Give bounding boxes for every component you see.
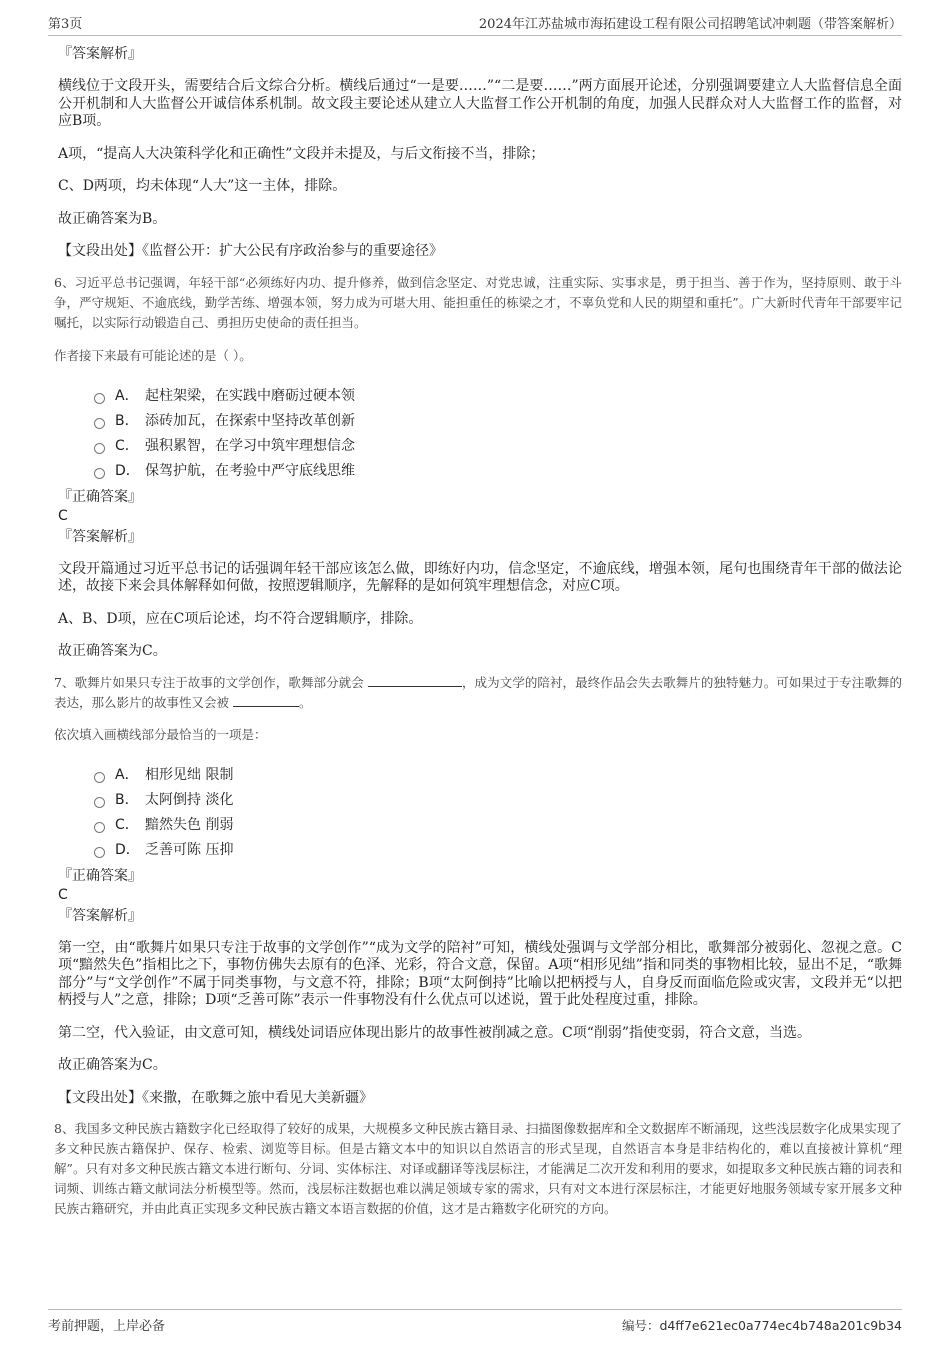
q6-analysis-p3: 故正确答案为C。	[58, 643, 167, 659]
radio-icon[interactable]	[94, 418, 105, 429]
q5-analysis-label: 『答案解析』	[58, 46, 142, 62]
q7-option-c[interactable]	[94, 812, 902, 837]
q7-blank-2	[233, 694, 299, 707]
q7-option-a[interactable]	[94, 762, 902, 787]
option-letter: C．	[115, 438, 139, 454]
option-text: 太阿倒持 淡化	[145, 792, 234, 808]
q6-answer: C	[58, 507, 68, 524]
q5-analysis-p2: A项，“提高人大决策科学化和正确性”文段并未提及，与后文衔接不当，排除；	[58, 145, 545, 162]
q6-analysis-label: 『答案解析』	[58, 528, 142, 545]
q7-stem-part3: 。	[299, 694, 312, 710]
option-letter: A．	[115, 388, 139, 404]
q7-blank-1	[368, 674, 462, 687]
option-text: 乏善可陈 压抑	[145, 842, 234, 858]
q7-source: 【文段出处】《来撒，在歌舞之旅中看见大美新疆》	[58, 1089, 373, 1106]
q6-ask: 作者接下来最有可能论述的是（ ）。	[54, 347, 252, 363]
q7-option-d[interactable]	[94, 837, 902, 862]
page-number: 第3页	[48, 17, 83, 32]
option-text: 黯然失色 削弱	[145, 817, 234, 833]
q6-analysis-p2: A、B、D项，应在C项后论述，均不符合逻辑顺序，排除。	[58, 610, 423, 627]
q6-options	[48, 383, 902, 483]
q6-stem: 6、习近平总书记强调，年轻干部“必须练好内功、提升修养，做到信念坚定、对党忠诚，注重实际、实事求是，勇于担当、善于作为，坚持原则、敢于斗争，严守规矩、不逾底线，勤学苦练、增强本领，努力成为可堪大用、能担重任的栋梁之才，不辜负党和人民的期望和重托”。广大新时代青年干部要牢记嘱托，以实际行动锻造自己、勇担历史使命的责任担当。	[54, 274, 902, 330]
q7-option-b[interactable]	[94, 787, 902, 812]
radio-icon[interactable]	[94, 443, 105, 454]
q5-analysis-p1: 横线位于文段开头，需要结合后文综合分析。横线后通过“一是要……”“二是要……”两方面展开论述，分别强调要建立人大监督信息全面公开机制和人大监督公开诚信体系机制。故文段主要论述从建立人大监督工作公开机制的角度，加强人民群众对人大监督工作的监督，对应B项。	[58, 78, 902, 129]
q7-analysis-p1: 第一空，由“歌舞片如果只专注于故事的文学创作”“成为文学的陪衬”可知，横线处强调与文学部分相比，歌舞部分被弱化、忽视之意。C项“黯然失色”指相比之下，事物仿佛失去原有的色泽、光彩，符合文意，保留。A项“相形见绌”指和同类的事物相比较，显出不足，“歌舞部分”与“文学创作”不属于同类事物，与文意不符，排除；B项“太阿倒持”比喻以把柄授与人，自身反而面临危险或灾害，文段并无“以把柄授与人”之意，排除；D项“乏善可陈”表示一件事物没有什么优点可以述说，置于此处程度过重，排除。	[58, 939, 902, 1008]
q5-analysis-p3: C、D两项，均未体现“人大”这一主体，排除。	[58, 178, 347, 194]
q6-analysis-p1: 文段开篇通过习近平总书记的话强调年轻干部应该怎么做，即练好内功，信念坚定，不逾底线，增强本领，尾句也围绕青年干部的做法论述，故接下来会具体解释如何做，按照逻辑顺序，先解释的是如何筑牢理想信念，对应C项。	[58, 560, 902, 594]
option-text: 保驾护航，在考验中严守底线思维	[145, 463, 355, 479]
q7-analysis-p3: 故正确答案为C。	[58, 1057, 167, 1073]
radio-icon[interactable]	[94, 797, 105, 808]
q7-correct-label: 『正确答案』	[58, 867, 142, 884]
q7-ask: 依次填入画横线部分最恰当的一项是：	[54, 726, 267, 742]
radio-icon[interactable]	[94, 847, 105, 858]
q7-stem	[54, 673, 902, 713]
option-letter: B．	[115, 413, 139, 429]
document-code: 编号：d4ff7e621ec0a774ec4b748a201c9b34	[621, 1318, 902, 1333]
radio-icon[interactable]	[94, 772, 105, 783]
option-letter: D．	[115, 842, 140, 858]
option-letter: B．	[115, 792, 139, 808]
q6-option-c[interactable]	[94, 433, 902, 458]
option-letter: A．	[115, 767, 139, 783]
document-title: 2024年江苏盐城市海拓建设工程有限公司招聘笔试冲刺题（带答案解析）	[478, 17, 902, 32]
radio-icon[interactable]	[94, 822, 105, 833]
q6-option-a[interactable]	[94, 383, 902, 408]
q5-analysis-p4: 故正确答案为B。	[58, 210, 167, 227]
footer-slogan: 考前押题，上岸必备	[48, 1319, 166, 1334]
option-text: 起柱架梁，在实践中磨砺过硬本领	[145, 388, 355, 404]
page-content	[48, 44, 902, 1219]
q7-stem-part2: ，成为文学的陪衬，最终作品会失去歌舞片的独特魅力。可如果过于专注歌舞的表达，那么影片的故事性又会被	[54, 674, 902, 710]
q7-analysis-p2: 第二空，代入验证，由文意可知，横线处词语应体现出影片的故事性被削减之意。C项“削弱”指使变弱，符合文意，当选。	[58, 1024, 812, 1041]
option-text: 相形见绌 限制	[145, 767, 234, 783]
q6-option-d[interactable]	[94, 458, 902, 483]
radio-icon[interactable]	[94, 393, 105, 404]
q7-options	[48, 762, 902, 862]
q8-stem: 8、我国多文种民族古籍数字化已经取得了较好的成果，大规模多文种民族古籍目录、扫描图像数据库和全文数据库不断涌现，这些浅层数字化成果实现了多文种民族古籍保护、保存、检索、浏览等目标。但是古籍文本中的知识以自然语言的形式呈现，自然语言本身是非结构化的，难以直接被计算机“理解”。只有对多文种民族古籍文本进行断句、分词、实体标注、对译或翻译等浅层标注，才能满足二次开发和利用的要求，如提取多文种民族古籍的词表和词频、训练古籍文献词法分析模型等。然而，浅层标注数据也难以满足领域专家的需求，只有对文本进行深层标注，才能更好地服务领域专家开展多文种民族古籍研究，并由此真正实现多文种民族古籍文本语言数据的价值，这才是古籍数字化研究的方向。	[54, 1121, 902, 1216]
q7-analysis-label: 『答案解析』	[58, 907, 142, 924]
option-text: 添砖加瓦，在探索中坚持改革创新	[145, 413, 355, 429]
q7-answer: C	[58, 886, 68, 903]
q5-source: 【文段出处】《监督公开：扩大公民有序政治参与的重要途径》	[58, 243, 443, 259]
q6-correct-label: 『正确答案』	[58, 488, 142, 505]
option-letter: D．	[115, 463, 140, 479]
radio-icon[interactable]	[94, 468, 105, 479]
option-letter: C．	[115, 817, 139, 833]
page-header	[48, 10, 902, 36]
q6-option-b[interactable]	[94, 408, 902, 433]
option-text: 强积累智，在学习中筑牢理想信念	[145, 438, 355, 454]
page-footer	[48, 1309, 902, 1334]
q7-stem-part1: 7、歌舞片如果只专注于故事的文学创作，歌舞部分就会	[54, 674, 364, 690]
